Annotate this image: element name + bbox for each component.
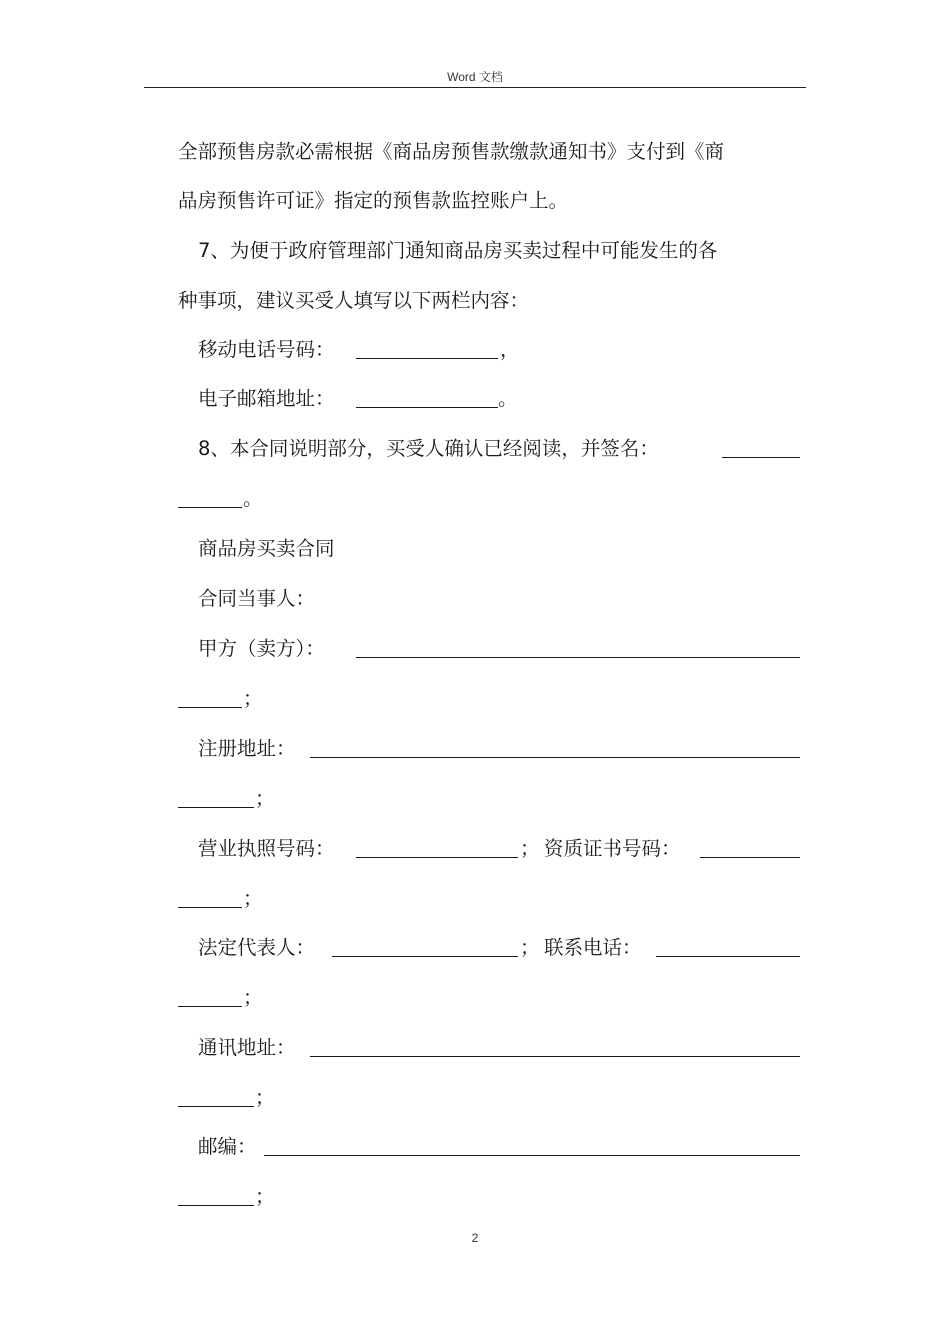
punctuation: ； (243, 887, 263, 910)
reg-address-blank-continued[interactable] (178, 784, 254, 808)
qualification-row-continued (0, 884, 950, 914)
parties-label: 合同当事人： (198, 587, 316, 610)
qualification-blank-continued[interactable] (178, 884, 242, 908)
party-a-row (0, 634, 950, 664)
license-row (0, 834, 950, 864)
party-a-blank-continued[interactable] (178, 684, 242, 708)
email-label: 电子邮箱地址： (198, 387, 335, 410)
legal-rep-row (0, 933, 950, 963)
postcode-label: 邮编： (198, 1135, 257, 1158)
header-divider (144, 87, 806, 88)
qualification-label: 资质证书号码： (544, 837, 681, 860)
reg-address-row-continued (0, 784, 950, 814)
punctuation: ， (500, 338, 520, 361)
reg-address-row (0, 734, 950, 764)
punctuation: 。 (498, 387, 518, 410)
signature-blank[interactable] (722, 434, 800, 458)
legal-rep-blank[interactable] (332, 933, 518, 957)
paragraph-text: 8、本合同说明部分，买受人确认已经阅读，并签名： (198, 437, 659, 460)
postcode-blank-continued[interactable] (178, 1182, 254, 1206)
signature-blank-continued[interactable] (178, 484, 242, 508)
paragraph-text: 种事项，建议买受人填写以下两栏内容： (178, 289, 530, 312)
email-row (0, 384, 950, 414)
license-label: 营业执照号码： (198, 837, 335, 860)
mail-address-row-continued (0, 1083, 950, 1113)
punctuation: 。 (243, 487, 263, 510)
signature-row (0, 434, 950, 464)
paragraph-text: 全部预售房款必需根据《商品房预售款缴款通知书》支付到《商 (178, 140, 725, 163)
paragraph-line (0, 236, 950, 266)
paragraph-line (0, 186, 950, 216)
email-blank[interactable] (356, 384, 498, 408)
license-blank[interactable] (356, 834, 518, 858)
punctuation: ； (255, 1185, 275, 1208)
punctuation: ； (255, 1086, 275, 1109)
paragraph-line (0, 137, 950, 167)
party-a-row-continued (0, 684, 950, 714)
reg-address-blank[interactable] (310, 734, 800, 758)
contact-phone-blank-continued[interactable] (178, 983, 242, 1007)
reg-address-label: 注册地址： (198, 737, 296, 760)
document-header-title: Word 文档 (447, 70, 503, 84)
mobile-blank[interactable] (356, 335, 498, 359)
contract-title: 商品房买卖合同 (198, 537, 335, 560)
qualification-blank[interactable] (700, 834, 800, 858)
punctuation: ； (243, 986, 263, 1009)
page-number: 2 (471, 1231, 479, 1245)
party-a-blank[interactable] (356, 634, 800, 658)
mail-address-blank[interactable] (310, 1033, 800, 1057)
contract-title-row (0, 534, 950, 564)
mobile-label: 移动电话号码： (198, 338, 335, 361)
punctuation: ； (243, 687, 263, 710)
postcode-row-continued (0, 1182, 950, 1212)
signature-row-continued (0, 484, 950, 514)
legal-rep-label: 法定代表人： (198, 936, 316, 959)
contact-phone-row-continued (0, 983, 950, 1013)
paragraph-line (0, 286, 950, 316)
mobile-row (0, 335, 950, 365)
postcode-blank[interactable] (264, 1132, 800, 1156)
paragraph-text: 品房预售许可证》指定的预售款监控账户上。 (178, 189, 569, 212)
paragraph-text: 7、为便于政府管理部门通知商品房买卖过程中可能发生的各 (198, 239, 718, 262)
party-a-label: 甲方（卖方）： (198, 637, 325, 660)
mail-address-label: 通讯地址： (198, 1036, 296, 1059)
postcode-row (0, 1132, 950, 1162)
parties-row (0, 584, 950, 614)
contact-phone-label: 联系电话： (544, 936, 642, 959)
mail-address-blank-continued[interactable] (178, 1083, 254, 1107)
mail-address-row (0, 1033, 950, 1063)
contact-phone-blank[interactable] (656, 933, 800, 957)
punctuation: ； (520, 936, 540, 959)
punctuation: ； (520, 837, 540, 860)
punctuation: ； (255, 787, 275, 810)
